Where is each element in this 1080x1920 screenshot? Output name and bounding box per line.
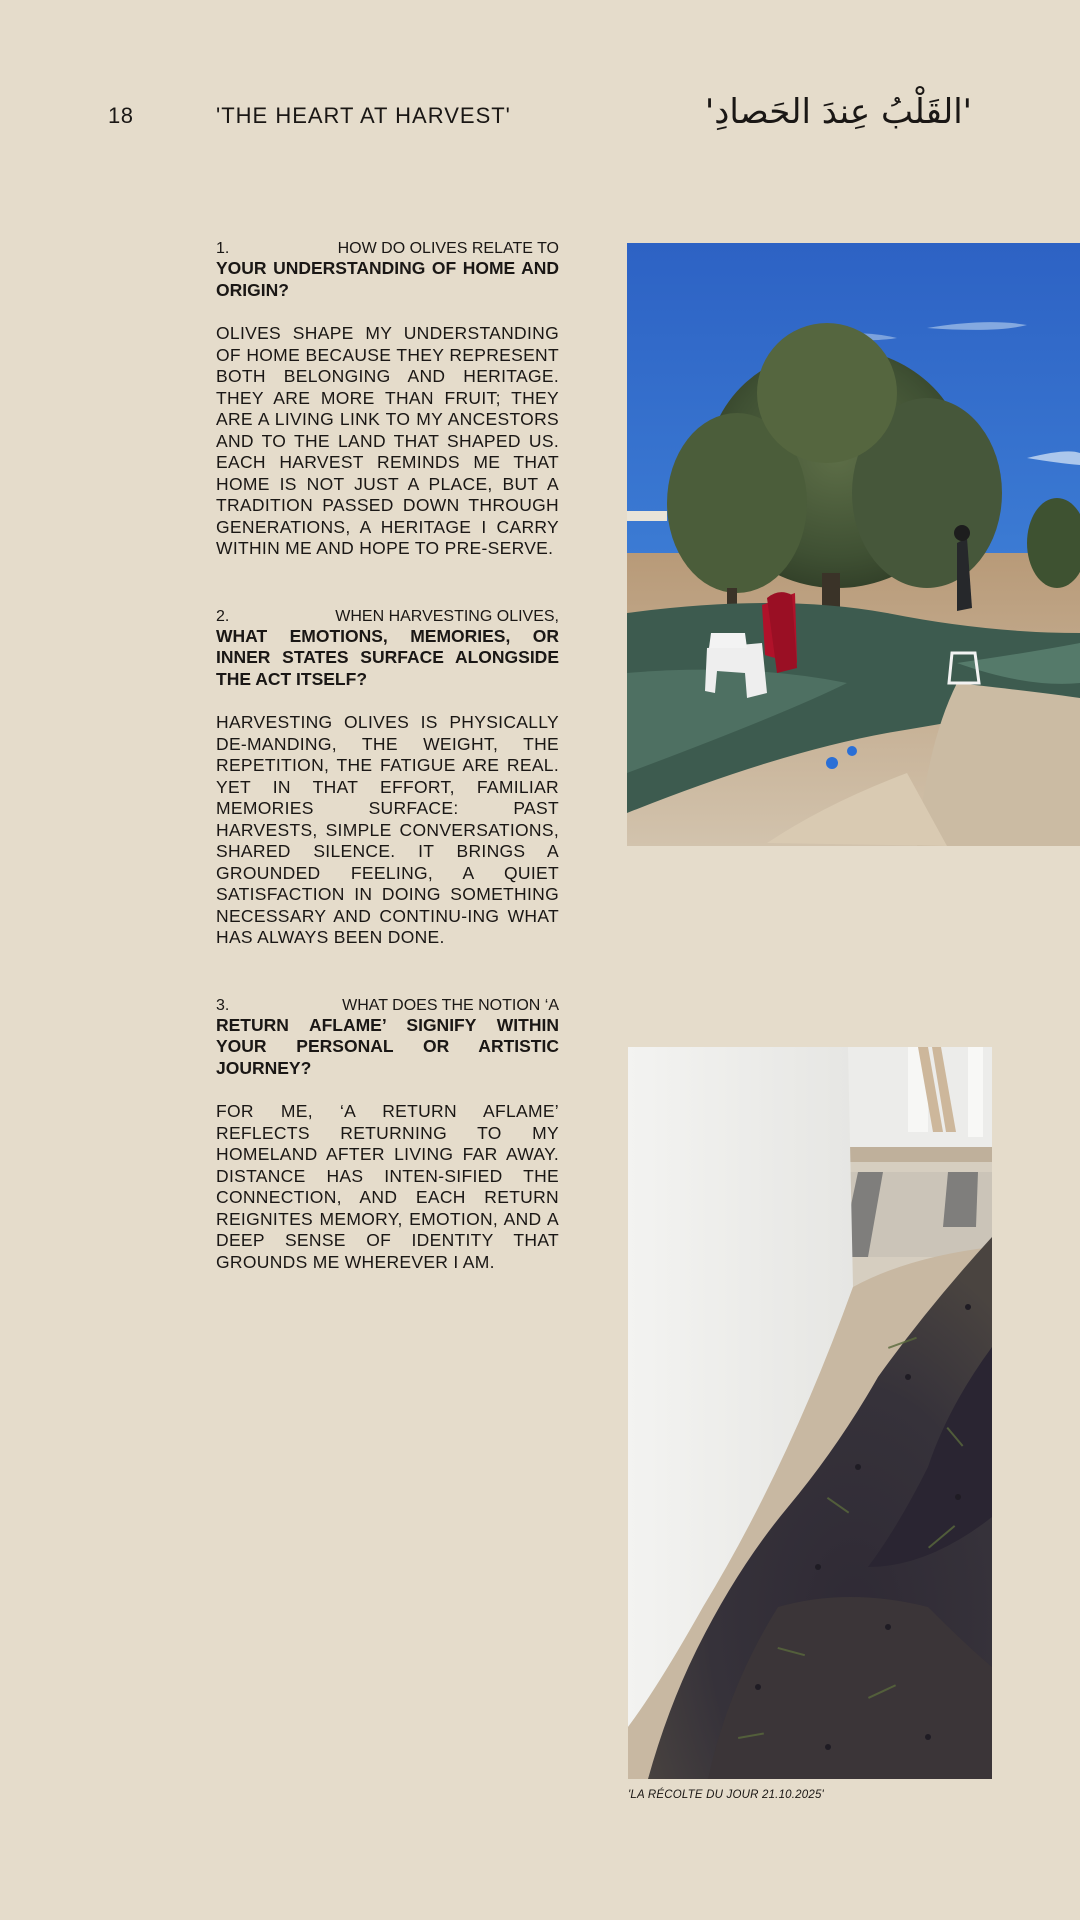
- running-title: 'THE HEART AT HARVEST': [216, 103, 511, 128]
- photo-caption: 'LA RÉCOLTE DU JOUR 21.10.2025': [628, 1789, 824, 1801]
- qa-block-3: [216, 997, 559, 1274]
- qa-block-1: [216, 240, 559, 560]
- question-text-start: HOW DO OLIVES RELATE TO: [337, 240, 559, 257]
- question-number: 3.: [216, 996, 230, 1014]
- qa-block-2: [216, 608, 559, 949]
- page-number: 18: [108, 103, 134, 128]
- answer-text: FOR ME, ‘A RETURN AFLAME’ REFLECTS RETURNING TO MY HOMELAND AFTER LIVING FAR AWAY. DISTANCE HAS INTEN-SIFIED THE CONNECTION, AND EACH RETURN REIGNITES MEMORY, EMOTION, AND A DEEP SENSE OF IDENTITY THAT GROUNDS ME WHEREVER I AM.: [216, 1101, 559, 1272]
- question-number: 1.: [216, 240, 230, 257]
- question-text-start: WHAT DOES THE NOTION ‘A: [342, 996, 559, 1014]
- question-heading: [216, 997, 559, 1015]
- question-text: WHAT EMOTIONS, MEMORIES, OR INNER STATES SURFACE ALONGSIDE THE ACT ITSELF?: [216, 625, 559, 689]
- answer-text: OLIVES SHAPE MY UNDERSTANDING OF HOME BECAUSE THEY REPRESENT BOTH BELONGING AND HERITAGE. THEY ARE MORE THAN FRUIT; THEY ARE A LIVING LINK TO MY ANCESTORS AND TO THE LAND THAT SHAPED US. EACH HARVEST REMINDS ME THAT HOME IS NOT JUST A PLACE, BUT A TRADITION PASSED DOWN THROUGH GENERATIONS, A HERITAGE I CARRY WITHIN ME AND HOPE TO PRE-SERVE.: [216, 323, 559, 558]
- olives-floor-photo: [628, 1047, 992, 1779]
- interview-column: [216, 240, 559, 1313]
- arabic-title: 'القَلْبُ عِندَ الحَصادِ': [704, 92, 972, 132]
- answer-text: HARVESTING OLIVES IS PHYSICALLY DE-MANDING, THE WEIGHT, THE REPETITION, THE FATIGUE ARE REAL. YET IN THAT EFFORT, FAMILIAR MEMORIES SURFACE: PAST HARVESTS, SIMPLE CONVERSATIONS, SHARED SILENCE. IT BRINGS A GROUNDED FEELING, A QUIET SATISFACTION IN DOING SOMETHING NECESSARY AND CONTINU-ING WHAT HAS ALWAYS BEEN DONE.: [216, 712, 559, 947]
- question-number: 2.: [216, 607, 230, 625]
- question-heading: [216, 608, 559, 626]
- question-text-start: WHEN HARVESTING OLIVES,: [335, 607, 559, 625]
- question-heading: [216, 240, 559, 258]
- question-text: YOUR UNDERSTANDING OF HOME AND ORIGIN?: [216, 258, 559, 300]
- question-text: RETURN AFLAME’ SIGNIFY WITHIN YOUR PERSONAL OR ARTISTIC JOURNEY?: [216, 1014, 559, 1078]
- olive-harvest-photo: [627, 243, 1080, 846]
